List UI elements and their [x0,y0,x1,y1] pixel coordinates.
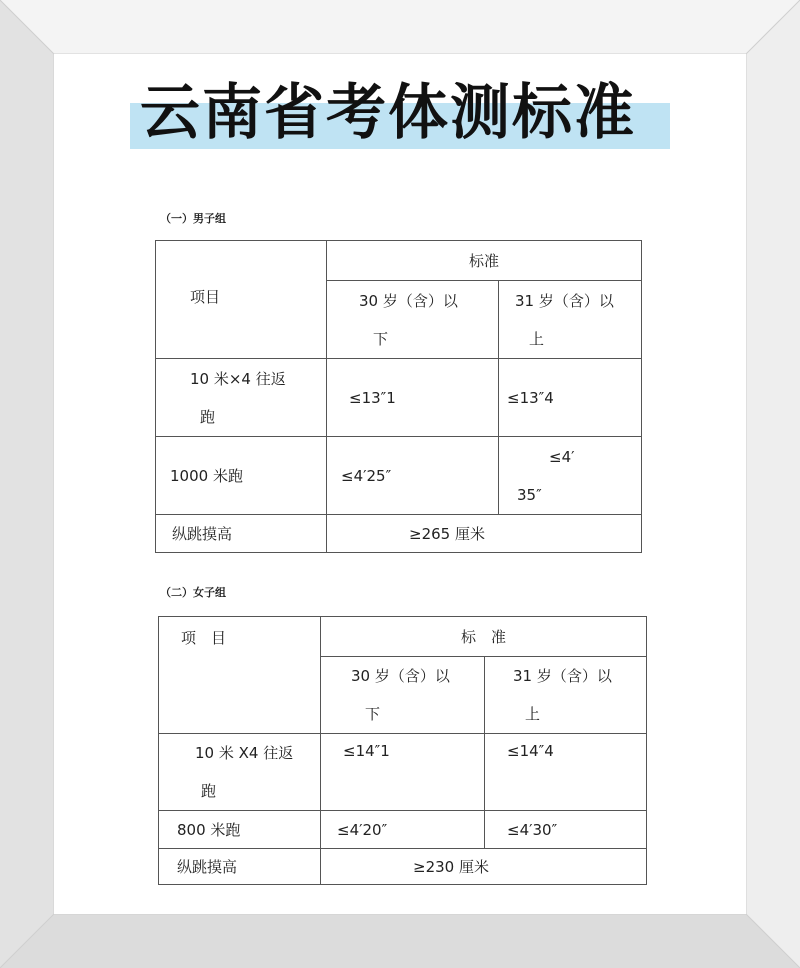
header-age1-line2: 下 [373,329,389,348]
item-name-line2: 跑 [201,782,217,800]
table-row [159,811,647,849]
merged-value-cell [321,849,647,885]
value-cell [499,437,642,515]
value-cell [499,359,642,437]
value-age2: ≤13″4 [507,388,554,407]
header-age1-cell [321,657,485,734]
table-row [159,849,647,885]
value-cell [321,734,485,811]
female-standards-table [158,616,647,885]
header-age2-line2: 上 [529,329,545,348]
value-cell [321,811,485,849]
item-cell [156,437,327,515]
header-age1-cell [327,281,499,359]
header-standard: 标 准 [461,628,507,646]
header-item: 项目 [190,288,221,306]
header-item-cell [159,617,321,734]
male-standards-table [155,240,642,553]
item-name: 1000 米跑 [170,467,243,485]
header-age2-line1: 31 岁（含）以 [515,291,614,310]
header-age1-line2: 下 [365,705,381,723]
value-age2-line1: ≤4′ [549,447,575,466]
header-standard-cell [321,617,647,657]
header-age2-cell [485,657,647,734]
item-name-line1: 10 米 X4 往返 [195,744,294,762]
header-age1-line1: 30 岁（含）以 [351,667,450,685]
value-age1: ≤4′25″ [341,466,392,485]
value-age2-line2: 35″ [517,485,542,504]
item-name-line1: 10 米×4 往返 [190,369,286,388]
value-age2: ≤14″4 [507,742,554,760]
item-name: 800 米跑 [177,821,241,839]
header-age2-line2: 上 [525,705,541,723]
table-row [156,359,642,437]
value-age1: ≤4′20″ [337,820,388,839]
value-merged: ≥265 厘米 [409,525,485,543]
item-cell [159,811,321,849]
header-item: 项 目 [181,629,227,647]
section-label-female: （二）女子组 [160,586,226,599]
value-cell [485,811,647,849]
item-name-line2: 跑 [200,407,216,426]
table-row [156,437,642,515]
item-name: 纵跳摸高 [177,858,238,876]
header-item-cell [156,241,327,359]
item-name: 纵跳摸高 [172,525,233,543]
merged-value-cell [327,515,642,553]
header-standard: 标准 [469,252,500,270]
item-cell [159,734,321,811]
header-age2-line1: 31 岁（含）以 [513,667,612,685]
value-cell [327,359,499,437]
table-row [156,515,642,553]
item-cell [156,359,327,437]
value-merged: ≥230 厘米 [413,858,489,876]
header-age1-line1: 30 岁（含）以 [359,291,458,310]
value-cell [327,437,499,515]
table-row [159,734,647,811]
item-cell [159,849,321,885]
value-age2: ≤4′30″ [507,820,558,839]
value-age1: ≤14″1 [343,742,390,760]
header-age2-cell [499,281,642,359]
value-cell [485,734,647,811]
value-age1: ≤13″1 [349,388,396,407]
item-cell [156,515,327,553]
header-standard-cell [327,241,642,281]
page-title: 云南省考体测标准 [140,78,636,148]
section-label-male: （一）男子组 [160,212,226,225]
